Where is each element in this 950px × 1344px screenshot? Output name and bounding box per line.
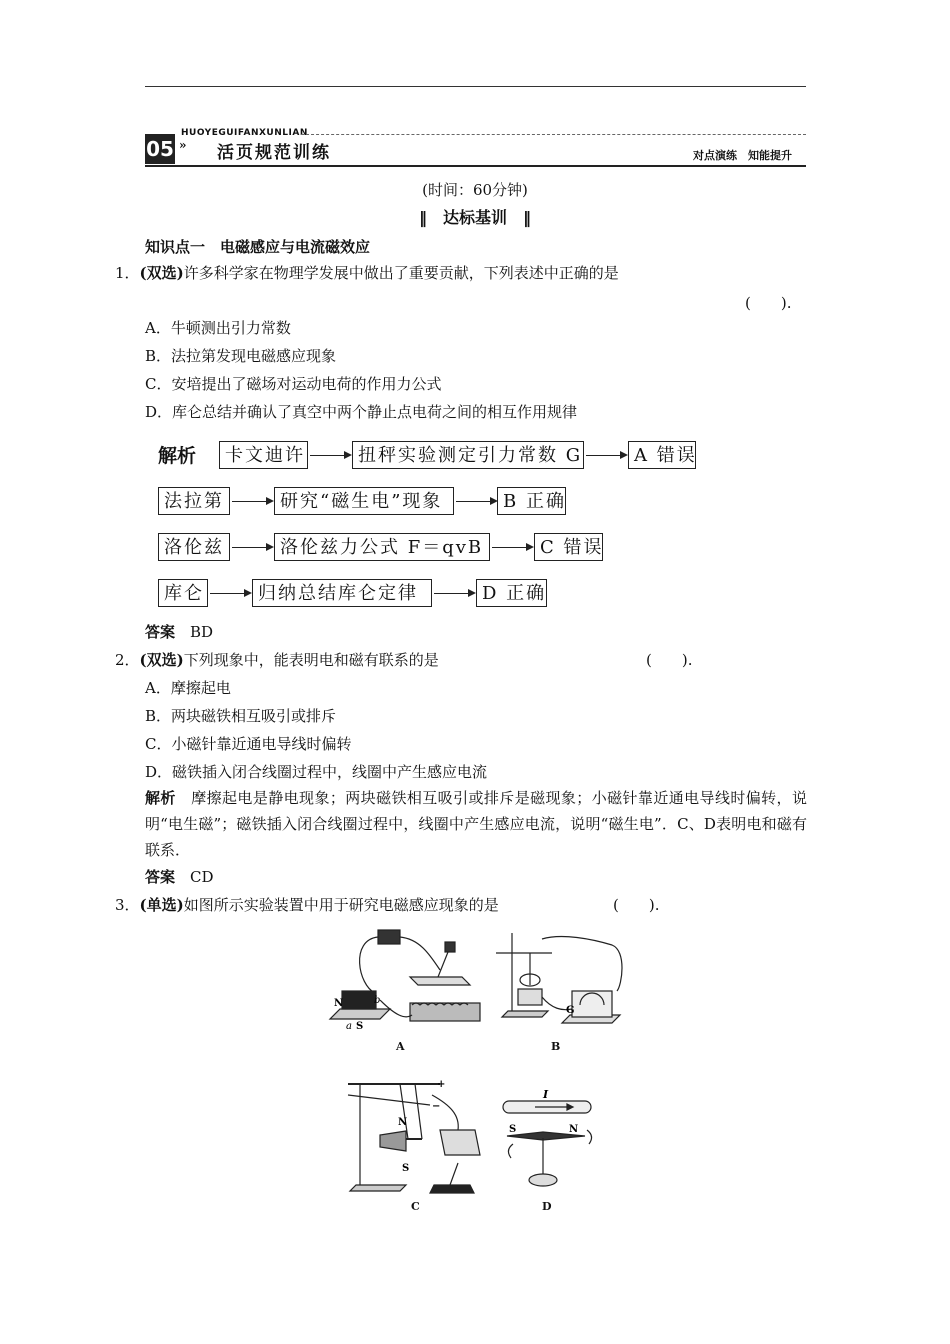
q2-option-a: A．摩擦起电 (145, 679, 231, 697)
flow-box: 归纳总结库仑定律 (252, 579, 432, 607)
flow-arrow (210, 593, 250, 594)
q2-option-b: B．两块磁铁相互吸引或排斥 (145, 707, 337, 725)
figure-d-mark: N (569, 1124, 579, 1135)
q1-number: 1． (115, 264, 140, 282)
q1-text: 许多科学家在物理学发展中做出了重要贡献，下列表述中正确的是 (183, 264, 619, 282)
banner-rule (145, 165, 806, 167)
banner-pinyin: HUOYEGUIFANXUNLIAN (181, 128, 308, 138)
flow-box: 扭秤实验测定引力常数 G (352, 441, 584, 469)
q2-analysis-text: 摩擦起电是静电现象；两块磁铁相互吸引或排斥是磁现象；小磁针靠近通电导线时偏转，说明“电生磁”；磁铁插入闭合线圈过程中，线圈中产生感应电流，说明“磁生电”．C、D表明电和磁有联系． (145, 789, 807, 859)
q3-stem (115, 894, 499, 916)
figure-c-label: C (411, 1200, 420, 1213)
banner-dash-line (301, 134, 806, 135)
flow-arrow (586, 455, 626, 456)
flow-box: 洛伦兹 (158, 533, 230, 561)
figure-b-apparatus (492, 925, 632, 1030)
q2-text: 下列现象中，能表明电和磁有联系的是 (183, 651, 439, 669)
q1-answer-value: BD (190, 623, 214, 641)
q1-analysis-label: 解析 (158, 445, 197, 467)
figure-c-mark: N (398, 1117, 408, 1128)
q1-stem (115, 262, 619, 284)
section-banner (145, 128, 806, 166)
flow-box: C 错误 (534, 533, 603, 561)
flow-box: 法拉第 (158, 487, 230, 515)
q2-blank: ( ). (646, 651, 693, 669)
figure-a-label: A (396, 1040, 405, 1053)
q3-blank: ( ). (613, 896, 660, 914)
figure-d-mark: I (543, 1088, 549, 1101)
figure-b-mark: G (566, 1005, 575, 1016)
q2-analysis-label: 解析 (145, 789, 176, 807)
time-note: (时间：60分钟) (422, 181, 528, 199)
q1-answer (145, 621, 213, 643)
figure-c-mark: − (432, 1101, 441, 1112)
flow-box: 洛伦兹力公式 F＝qvB (274, 533, 490, 561)
banner-arrow-icon: » (179, 138, 187, 152)
flow-box: 研究“磁生电”现象 (274, 487, 454, 515)
flow-arrow (456, 501, 496, 502)
q3-number: 3． (115, 896, 140, 914)
figure-c-apparatus (340, 1075, 490, 1197)
figure-c-mark: + (437, 1079, 446, 1090)
figure-d-apparatus (495, 1080, 605, 1192)
banner-section-number: 05 (145, 134, 175, 164)
flow-box: 库仑 (158, 579, 208, 607)
flow-box: A 错误 (628, 441, 696, 469)
figure-a-mark: a (346, 1021, 352, 1030)
figure-a-mark: b (374, 995, 381, 1006)
q3-text: 如图所示实验装置中用于研究电磁感应现象的是 (183, 896, 499, 914)
q1-blank: ( ). (745, 294, 792, 312)
flow-arrow (492, 547, 532, 548)
flow-box: 卡文迪许 (219, 441, 308, 469)
flow-arrow (434, 593, 474, 594)
knowledge-point: 知识点一 电磁感应与电流磁效应 (145, 238, 371, 256)
flow-arrow (310, 455, 350, 456)
q2-analysis (145, 785, 807, 863)
flow-box: B 正确 (497, 487, 566, 515)
flow-arrow (232, 547, 272, 548)
flow-arrow (232, 501, 272, 502)
q2-answer (145, 866, 214, 888)
figure-a-mark: S (356, 1021, 364, 1030)
flow-box: D 正确 (476, 579, 547, 607)
figure-c-mark: S (402, 1163, 410, 1174)
q1-answer-label: 答案 (145, 623, 176, 641)
q2-option-c: C．小磁针靠近通电导线时偏转 (145, 735, 352, 753)
q1-option-d: D．库仑总结并确认了真空中两个静止点电荷之间的相互作用规律 (145, 403, 578, 421)
q2-option-d: D．磁铁插入闭合线圈过程中，线圈中产生感应电流 (145, 763, 488, 781)
q2-number: 2． (115, 651, 140, 669)
banner-subtitle: 对点演练 知能提升 (693, 149, 792, 162)
q1-option-a: A．牛顿测出引力常数 (145, 319, 291, 337)
top-rule (145, 86, 806, 87)
figure-a-mark: N (334, 998, 344, 1009)
q1-option-c: C．安培提出了磁场对运动电荷的作用力公式 (145, 375, 442, 393)
q3-type: (单选) (139, 896, 184, 914)
q2-answer-label: 答案 (145, 868, 176, 886)
q1-type: (双选) (139, 264, 184, 282)
figure-b-label: B (551, 1040, 561, 1053)
figure-d-label: D (542, 1200, 552, 1213)
q1-option-b: B．法拉第发现电磁感应现象 (145, 347, 337, 365)
q2-answer-value: CD (190, 868, 214, 886)
figure-d-mark: S (509, 1124, 517, 1135)
q2-type: (双选) (139, 651, 184, 669)
banner-title: 活页规范训练 (217, 143, 331, 163)
q2-stem (115, 649, 439, 671)
figure-a-apparatus (320, 925, 490, 1030)
section-heading: ‖ 达标基训 ‖ (418, 208, 531, 227)
